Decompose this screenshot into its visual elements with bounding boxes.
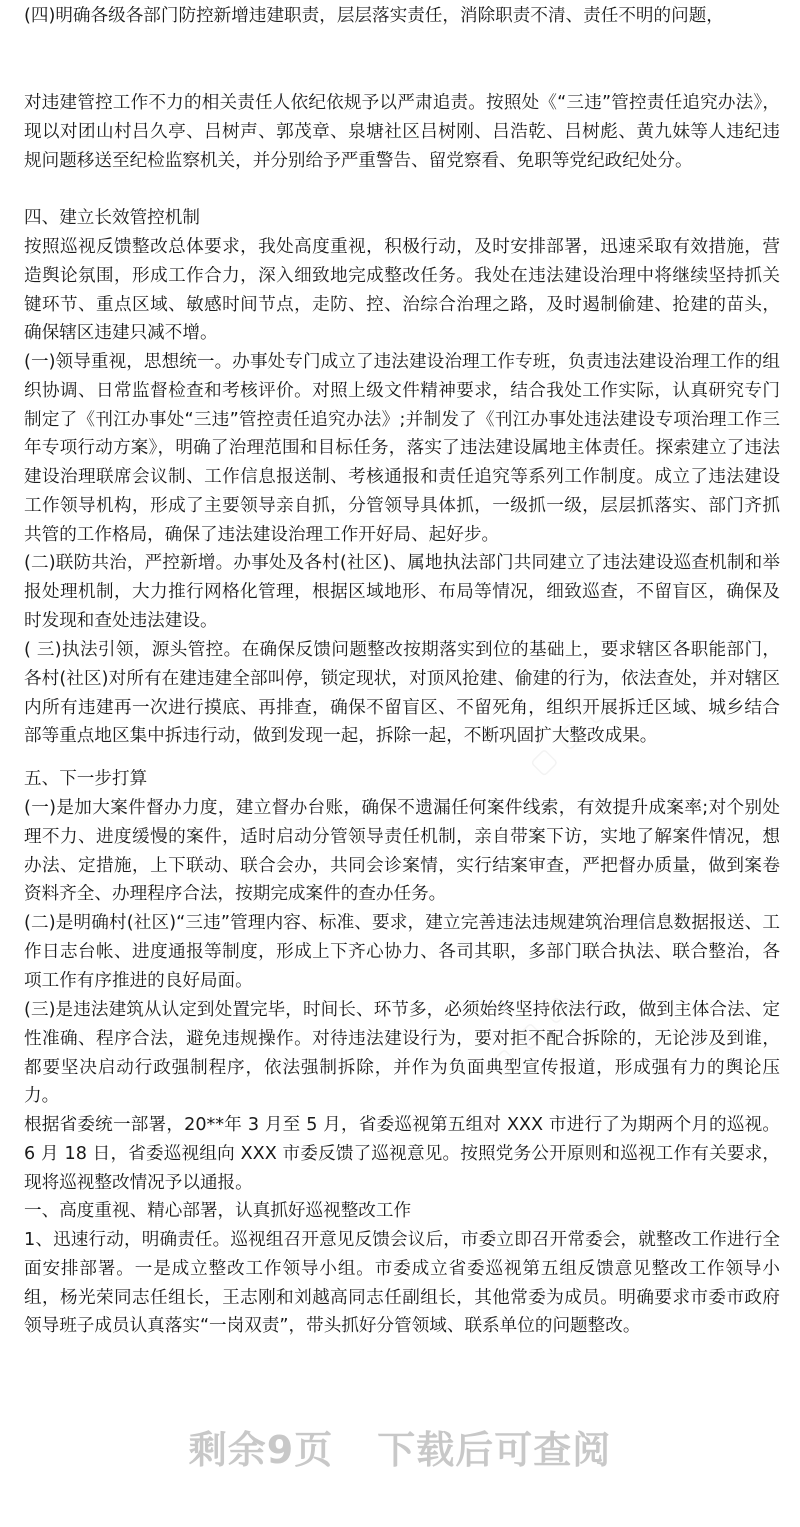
paragraph: (二)联防共治，严控新增。办事处及各村(社区)、属地执法部门共同建立了违法建设巡查机制和举报处理机制，大力推行网格化管理，根据区域地形、布局等情况，细致巡查，不留盲区，确保及时发现和查处违法建设。 (24, 553, 780, 631)
paragraph: 根据省委统一部署，20**年 3 月至 5 月，省委巡视第五组对 XXX 市进行了为期两个月的巡视。6 月 18 日，省委巡视组向 XXX 市委反馈了巡视意见。按照党务公开原则和巡视工作有关要求，现将巡视整改情况予以通报。 (24, 1115, 780, 1193)
watermark-pattern: ▢ ▢ ▢ (524, 688, 617, 782)
paragraph: 1、迅速行动，明确责任。巡视组召开意见反馈会议后，市委立即召开常委会，就整改工作进行全面安排部署。一是成立整改工作领导小组。市委成立省委巡视第五组反馈意见整改工作领导小组，杨光荣同志任组长，王志刚和刘越高同志任副组长，其他常委为成员。明确要求市委市政府领导班子成员认真落实“一岗双责”，带头抓好分管领域、联系单位的问题整改。 (24, 1230, 780, 1337)
paragraph: 对违建管控工作不力的相关责任人依纪依规予以严肃追责。按照处《“三违”管控责任追究办法》，现以对团山村吕久亭、吕树声、郭茂章、泉塘社区吕树刚、吕浩乾、吕树彪、黄九妹等人违纪违规问题移送至纪检监察机关，并分别给予严重警告、留党察看、免职等党纪政纪处分。 (24, 93, 780, 171)
section-heading: 四、建立长效管控机制 (24, 208, 200, 228)
paragraph: (二)是明确村(社区)“三违”管理内容、标准、要求，建立完善违法违规建筑治理信息数据报送、工作日志台帐、进度通报等制度，形成上下齐心协力、各司其职，多部门联合执法、联合整治，各项工作有序推进的良好局面。 (24, 913, 780, 991)
remaining-pages-label: 剩余9页 (188, 1428, 334, 1472)
paragraph: (一)是加大案件督办力度，建立督办台账，确保不遗漏任何案件线索，有效提升成案率;对个别处理不力、进度缓慢的案件，适时启动分管领导责任机制，亲自带案下访，实地了解案件情况，想办法、定措施，上下联动、联合会办，共同会诊案情，实行结案审查，严把督办质量，做到案卷资料齐全、办理程序合法，按期完成案件的查办任务。 (24, 798, 780, 905)
paragraph: (四)明确各级各部门防控新增违建职责，层层落实责任，消除职责不清、责任不明的问题， (24, 6, 724, 26)
top-clip (0, 0, 800, 4)
download-prompt[interactable] (0, 1420, 800, 1480)
paragraph: 按照巡视反馈整改总体要求，我处高度重视，积极行动，及时安排部署，迅速采取有效措施，营造舆论氛围，形成工作合力，深入细致地完成整改任务。我处在违法建设治理中将继续坚持抓关键环节、重点区域、敏感时间节点，走防、控、治综合治理之路，及时遏制偷建、抢建的苗头，确保辖区违建只减不增。 (24, 237, 780, 344)
paragraph: (三)是违法建筑从认定到处置完毕，时间长、环节多，必须始终坚持依法行政，做到主体合法、定性准确、程序合法，避免违规操作。对待违法建设行为，要对拒不配合拆除的，无论涉及到谁，都要坚决启动行政强制程序，依法强制拆除，并作为负面典型宣传报道，形成强有力的舆论压力。 (24, 1000, 780, 1107)
section-heading: 一、高度重视、精心部署，认真抓好巡视整改工作 (24, 1201, 412, 1221)
paragraph: ( 三)执法引领，源头管控。在确保反馈问题整改按期落实到位的基础上，要求辖区各职能部门，各村(社区)对所有在建违建全部叫停，锁定现状，对顶风抢建、偷建的行为，依法查处，并对辖区内所有违建再一次进行摸底、再排查，确保不留盲区、不留死角，组织开展拆迁区域、城乡结合部等重点地区集中拆违行动，做到发现一起，拆除一起，不断巩固扩大整改成果。 (24, 640, 780, 747)
paragraph: (一)领导重视，思想统一。办事处专门成立了违法建设治理工作专班，负责违法建设治理工作的组织协调、日常监督检查和考核评价。对照上级文件精神要求，结合我处工作实际，认真研究专门制定了《刊江办事处“三违”管控责任追究办法》;并制发了《刊江办事处违法建设专项治理工作三年专项行动方案》，明确了治理范围和目标任务，落实了违法建设属地主体责任。探索建立了违法建设治理联席会议制、工作信息报送制、考核通报和责任追究等系列工作制度。成立了违法建设工作领导机构，形成了主要领导亲自抓，分管领导具体抓，一级抓一级，层层抓落实、部门齐抓共管的工作格局，确保了违法建设治理工作开好局、起好步。 (24, 352, 780, 545)
watermark-pattern: ▢ ▢ ▢ (484, 988, 577, 1082)
download-hint-label: 下载后可查阅 (377, 1428, 612, 1472)
section-heading: 五、下一步打算 (24, 769, 148, 789)
